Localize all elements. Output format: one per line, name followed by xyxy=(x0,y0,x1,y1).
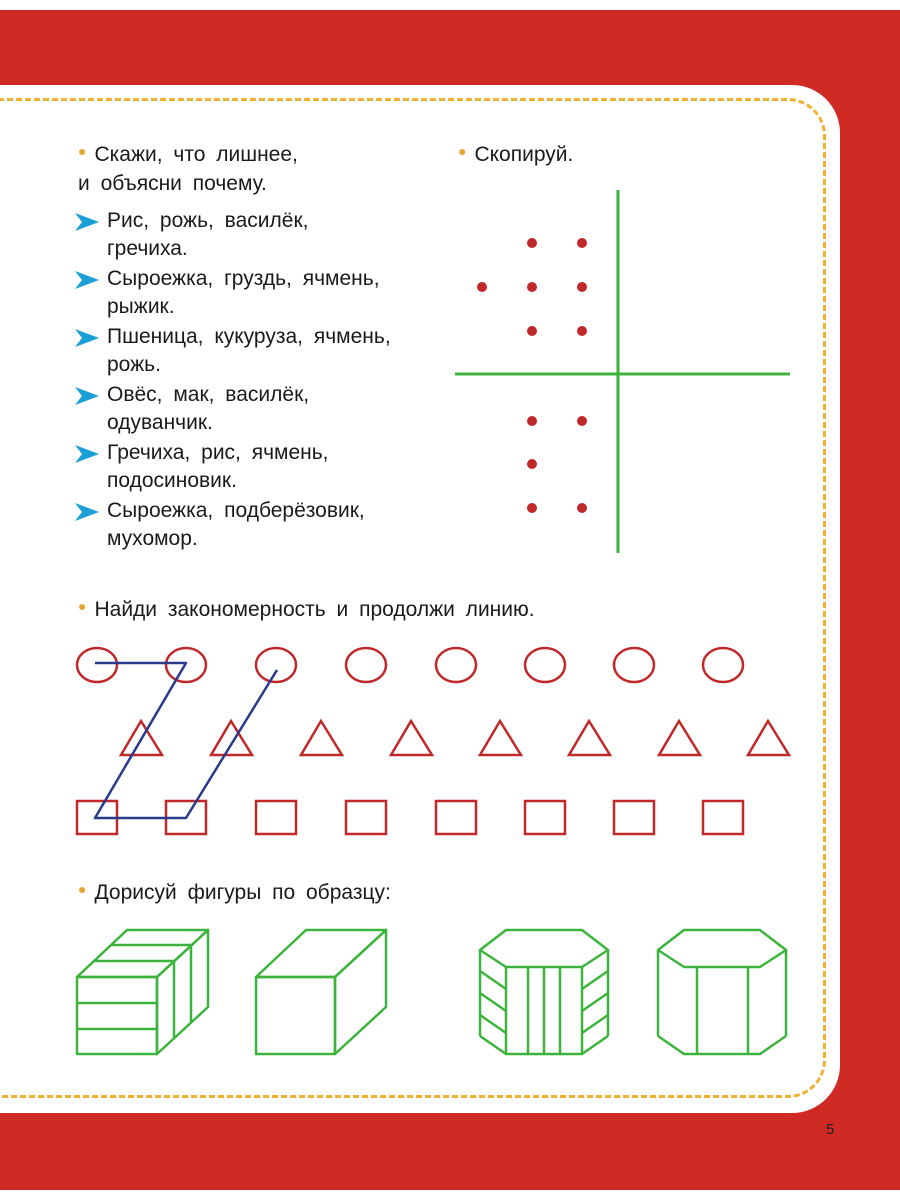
list-item-line-1: Пшеница, кукуруза, ячмень, xyxy=(107,325,391,348)
pattern-line xyxy=(95,663,277,818)
pattern-instruction xyxy=(78,596,535,625)
circle-shape xyxy=(614,648,654,682)
list-item-line-1: Сыроежка, груздь, ячмень, xyxy=(107,267,380,290)
plain-hexagonal-prism-figure xyxy=(658,930,786,1054)
figures xyxy=(77,930,786,1054)
instruction-line-2: и объясни почему. xyxy=(78,172,267,195)
triangle-shape xyxy=(301,721,342,755)
list-item-line-2: рожь. xyxy=(107,353,161,376)
plain-box-figure xyxy=(256,930,386,1054)
bullet-icon: ● xyxy=(78,598,87,614)
dot xyxy=(527,459,537,469)
circle-shape xyxy=(256,648,296,682)
dot xyxy=(577,416,587,426)
striped-hexagonal-prism-figure xyxy=(480,930,608,1054)
dot xyxy=(577,503,587,513)
circle-shape xyxy=(77,648,117,682)
circle-shape xyxy=(703,648,743,682)
copy-grid xyxy=(455,190,790,553)
list-item-line-2: гречиха. xyxy=(107,237,188,260)
dot xyxy=(527,282,537,292)
square-shape xyxy=(614,801,654,834)
bullet-icon: ● xyxy=(78,881,87,897)
list-item-line-1: Гречиха, рис, ячмень, xyxy=(107,441,329,464)
dot xyxy=(527,503,537,513)
triangle-shape xyxy=(569,721,610,755)
square-shape xyxy=(525,801,565,834)
dot xyxy=(527,416,537,426)
circle-shape xyxy=(346,648,386,682)
dot xyxy=(577,238,587,248)
bullet-icon: ● xyxy=(458,143,467,159)
bullet-icon: ● xyxy=(78,143,87,159)
copy-instruction-text: Скопируй. xyxy=(474,143,574,166)
draw-instruction-text: Дорисуй фигуры по образцу: xyxy=(94,881,391,904)
list-item-line-2: рыжик. xyxy=(107,295,175,318)
list-item-line-1: Овёс, мак, василёк, xyxy=(107,383,310,406)
circle-shape xyxy=(436,648,476,682)
triangle-shape xyxy=(748,721,789,755)
square-shape xyxy=(256,801,296,834)
dot xyxy=(477,282,487,292)
circle-shape xyxy=(525,648,565,682)
pattern-shapes xyxy=(77,648,789,834)
list-item-line-2: мухомор. xyxy=(107,527,198,550)
square-shape xyxy=(436,801,476,834)
dot xyxy=(527,238,537,248)
list-item-line-2: одуванчик. xyxy=(107,411,213,434)
list-item-line-1: Рис, рожь, василёк, xyxy=(107,209,309,232)
instruction-line-1: Скажи, что лишнее, xyxy=(94,143,298,166)
square-shape xyxy=(346,801,386,834)
triangle-shape xyxy=(480,721,521,755)
striped-box-figure xyxy=(77,930,208,1054)
pattern-instruction-text: Найди закономерность и продолжи линию. xyxy=(94,598,535,621)
draw-instruction xyxy=(78,879,391,908)
triangle-shape xyxy=(211,721,252,755)
list-item-line-1: Сыроежка, подберёзовик, xyxy=(107,499,365,522)
page-number: 5 xyxy=(826,1121,835,1138)
square-shape xyxy=(703,801,743,834)
triangle-shape xyxy=(659,721,700,755)
dot xyxy=(577,326,587,336)
dot xyxy=(527,326,537,336)
triangle-shape xyxy=(391,721,432,755)
dot xyxy=(577,282,587,292)
list-item-line-2: подосиновик. xyxy=(107,469,237,492)
